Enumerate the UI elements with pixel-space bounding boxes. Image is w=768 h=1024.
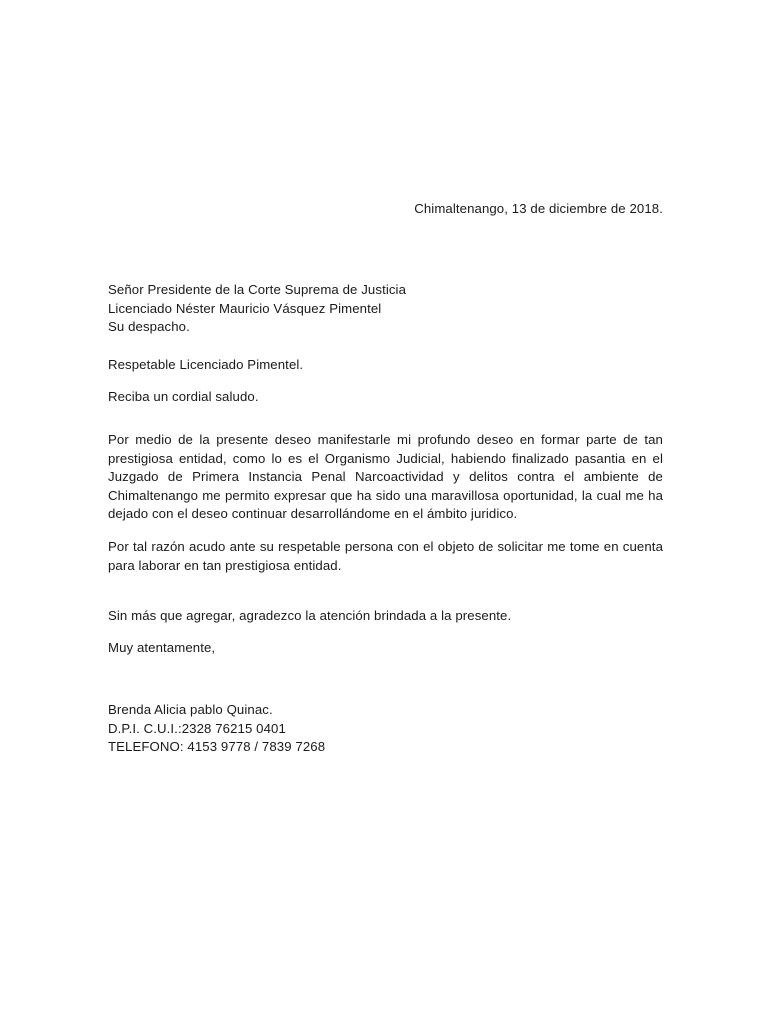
addressee-line-2: Licenciado Néster Mauricio Vásquez Pimentel <box>108 300 382 316</box>
closing-text-2: Muy atentamente, <box>108 640 216 655</box>
salutation-line <box>108 388 663 407</box>
addressee-block <box>108 281 663 337</box>
signer-phone: TELEFONO: 4153 9778 / 7839 7268 <box>108 739 326 754</box>
addressee-line-1: Señor Presidente de la Corte Suprema de Justicia <box>108 282 407 297</box>
signer-name: Brenda Alicia pablo Quinac. <box>108 702 273 717</box>
signer-id-number: D.P.I. C.U.I.:2328 76215 0401 <box>108 720 286 736</box>
closing-line-1 <box>108 607 663 626</box>
closing-line-2 <box>108 639 663 658</box>
body-paragraph-2 <box>108 538 663 575</box>
signature-block <box>108 701 663 757</box>
date-line: Chimaltenango, 13 de diciembre de 2018. <box>414 201 663 216</box>
letter-content <box>108 0 663 1024</box>
greeting-text: Respetable Licenciado Pimentel. <box>108 357 304 372</box>
closing-text-1: Sin más que agregar, agradezco la atención brindada a la presente. <box>108 608 512 623</box>
body-paragraph-2-text: Por tal razón acudo ante su respetable persona con el objeto de solicitar me tome en cuenta para laborar en tan prestigiosa entidad. <box>108 539 663 573</box>
addressee-line-3: Su despacho. <box>108 319 190 334</box>
body-paragraph-1-text: Por medio de la presente deseo manifestarle mi profundo deseo en formar parte de tan prestigiosa entidad, como lo es el Organismo Judicial, habiendo finalizado pasantia en el Juzgado de Primera Instancia Penal Narcoactividad y delitos contra el ambiente de Chimaltenango me permito expresar que ha sido una maravillosa oportunidad, la cual me ha dejado con el deseo continuar desarrollándome en el ámbito juridico. <box>108 432 663 522</box>
salutation-text: Reciba un cordial saludo. <box>108 389 259 404</box>
body-paragraph-1 <box>108 431 663 524</box>
greeting-line <box>108 356 663 375</box>
